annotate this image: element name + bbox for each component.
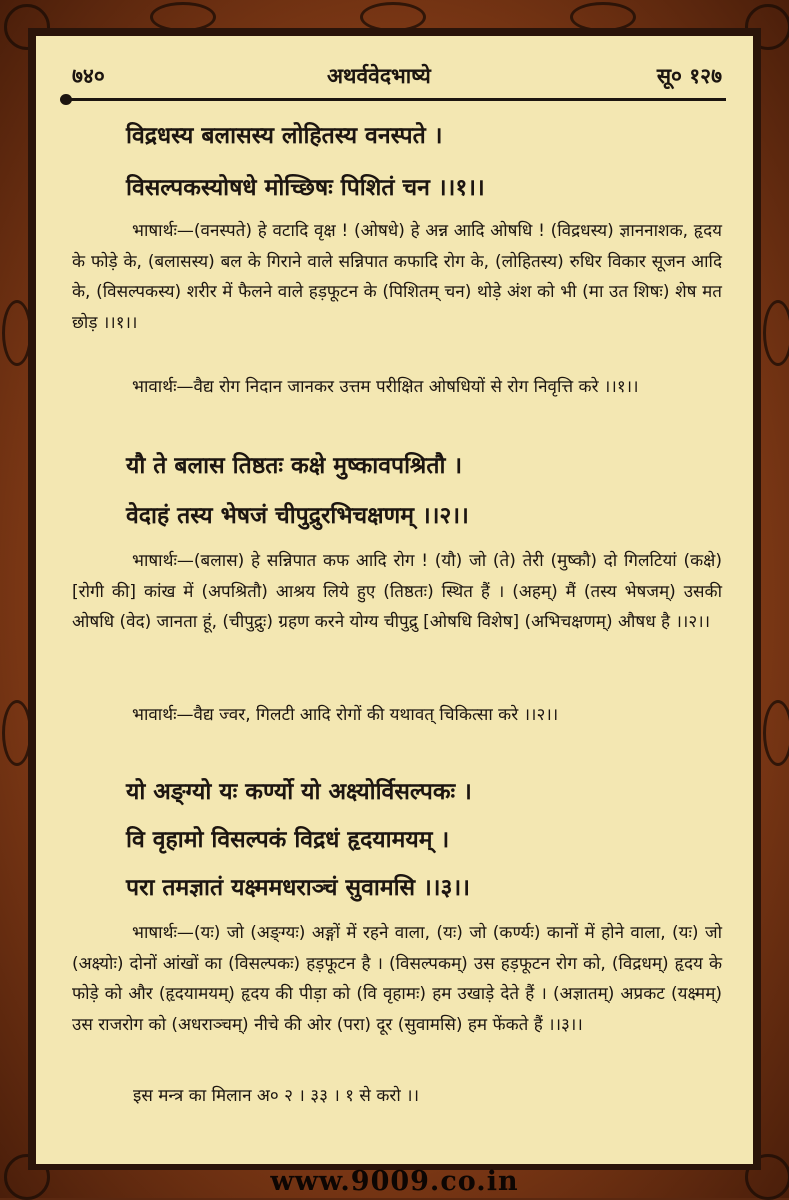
- book-page: [36, 36, 753, 1164]
- purport-paragraph: भावार्थः—वैद्य रोग निदान जानकर उत्तम परीक्षित ओषधियों से रोग निवृत्ति करे ।।१।।: [132, 377, 639, 397]
- translation-paragraph: भाषार्थः—(वनस्पते) हे वटादि वृक्ष ! (ओषधे) हे अन्न आदि ओषधि ! (विद्रधस्य) ज्ञाननाशक, हृदय के फोड़े के, (बलासस्य) बल के गिराने वाले सन्निपात कफादि रोग के, (लोहितस्य) रुधिर विकार सूजन आदि के, (विसल्पकस्य) शरीर में फैलने वाले हड़फूटन के (पिशितम् चन) थोड़े अंश को भी (मा उत शिषः) शेष मत छोड़ ।।१।।: [72, 221, 722, 333]
- mantra-line: वेदाहं तस्य भेषजं चीपुद्रुरभिचक्षणम् ।।२।।: [126, 502, 469, 529]
- cross-reference-note: इस मन्त्र का मिलान अ० २ । ३३ । १ से करो ।।: [133, 1086, 420, 1106]
- mantra-line: परा तमज्ञातं यक्ष्ममधराञ्चं सुवामसि ।।३।।: [126, 874, 470, 901]
- website-watermark: www.9009.co.in: [270, 1166, 519, 1197]
- running-title: अथर्ववेदभाष्ये: [327, 63, 431, 88]
- sukta-number: सू० १२७: [656, 63, 722, 88]
- mantra-line: वि वृहामो विसल्पकं विद्रधं हृदयामयम् ।: [126, 826, 450, 853]
- frame-swirl: [763, 700, 789, 766]
- page-header: [72, 62, 722, 92]
- mantra-line: यौ ते बलास तिष्ठतः कक्षे मुष्कावपश्रितौ ।: [126, 452, 463, 479]
- translation-paragraph: भाषार्थः—(यः) जो (अङ्ग्यः) अङ्गों में रहने वाला, (यः) जो (कर्ण्यः) कानों में होने वाला, (यः) जो (अक्ष्योः) दोनों आंखों का (विसल्पकः) हड़फूटन है । (विसल्पकम्) उस हड़फूटन रोग को, (विद्रधम्) हृदय के फोड़े को और (हृदयामयम्) हृदय की पीड़ा को (वि वृहामः) हम उखाड़े देते हैं । (अज्ञातम्) अप्रकट (यक्ष्मम्) उस राजरोग को (अधराञ्चम्) नीचे की ओर (परा) दूर (सुवामसि) हम फेंकते हैं ।।३।।: [72, 923, 723, 1035]
- mantra-line: यो अङ्ग्यो यः कर्ण्यो यो अक्ष्योर्विसल्पकः ।: [126, 778, 472, 805]
- translation-paragraph: भाषार्थः—(बलास) हे सन्निपात कफ आदि रोग ! (यौ) जो (ते) तेरी (मुष्कौ) दो गिलटियां (कक्षे) [रोगी की] कांख में (अपश्रितौ) आश्रय लिये हुए (तिष्ठतः) स्थित हैं । (अहम्) मैं (तस्य भेषजम्) उसकी ओषधि (वेद) जानता हूं, (चीपुद्रुः) ग्रहण करने योग्य चीपुद्रु [ओषधि विशेष] (अभिचक्षणम्) औषध है ।।२।।: [72, 551, 722, 632]
- header-rule: [66, 98, 726, 101]
- mantra-line: विद्रधस्य बलासस्य लोहितस्य वनस्पते ।: [126, 122, 443, 149]
- purport-paragraph: भावार्थः—वैद्य ज्वर, गिलटी आदि रोगों की यथावत् चिकित्सा करे ।।२।।: [132, 705, 559, 725]
- mantra-line: विसल्पकस्योषधे मोच्छिषः पिशितं चन ।।१।।: [126, 174, 485, 201]
- frame-swirl: [763, 300, 789, 366]
- page-number: ७४०: [72, 63, 105, 88]
